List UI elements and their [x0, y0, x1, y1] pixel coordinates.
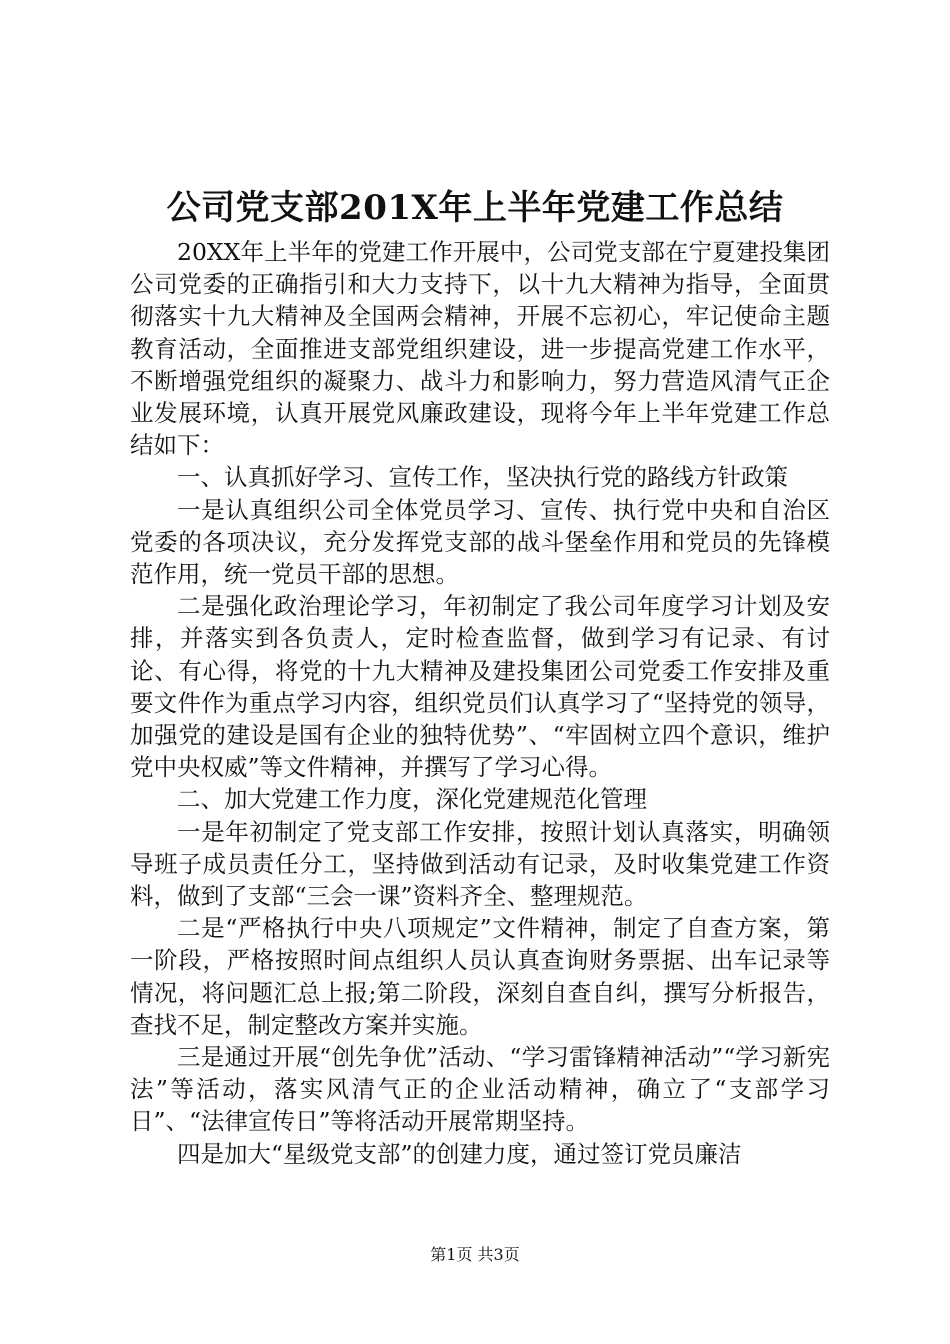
- page-number-footer: 第1页 共3页: [430, 1245, 520, 1264]
- body-paragraph: 一是年初制定了党支部工作安排，按照计划认真落实，明确领导班子成员责任分工，坚持做到活动有记录，及时收集党建工作资料，做到了支部“三会一课”资料齐全、整理规范。: [130, 817, 830, 911]
- body-paragraph: 一是认真组织公司全体党员学习、宣传、执行党中央和自治区党委的各项决议，充分发挥党支部的战斗堡垒作用和党员的先锋模范作用，统一党员干部的思想。: [130, 495, 830, 589]
- document-title: 公司党支部201X年上半年党建工作总结: [166, 188, 784, 228]
- body-paragraph: 二是“严格执行中央八项规定”文件精神，制定了自查方案，第一阶段，严格按照时间点组织人员认真查询财务票据、出车记录等情况，将问题汇总上报;第二阶段，深刻自查自纠，撰写分析报告，查找不足，制定整改方案并实施。: [130, 914, 830, 1039]
- body-paragraph: 三是通过开展“创先争优”活动、“学习雷锋精神活动”“学习新宪法”等活动，落实风清气正的企业活动精神，确立了“支部学习日”、“法律宣传日”等将活动开展常期坚持。: [130, 1043, 830, 1136]
- intro-paragraph: 20XX年上半年的党建工作开展中，公司党支部在宁夏建投集团公司党委的正确指引和大力支持下，以十九大精神为指导，全面贯彻落实十九大精神及全国两会精神，开展不忘初心，牢记使命主题教育活动，全面推进支部党组织建设，进一步提高党建工作水平，不断增强党组织的凝聚力、战斗力和影响力，努力营造风清气正企业发展环境，认真开展党风廉政建设，现将今年上半年党建工作总结如下：: [130, 238, 830, 460]
- body-paragraph: 四是加大“星级党支部”的创建力度，通过签订党员廉洁: [177, 1139, 742, 1168]
- section-heading-1: 一、认真抓好学习、宣传工作，坚决执行党的路线方针政策: [177, 463, 788, 492]
- document-body: [130, 236, 830, 1170]
- section-heading-2: 二、加大党建工作力度，深化党建规范化管理: [177, 785, 647, 814]
- body-paragraph: 二是强化政治理论学习，年初制定了我公司年度学习计划及安排，并落实到各负责人，定时检查监督，做到学习有记录、有讨论、有心得，将党的十九大精神及建投集团公司党委工作安排及重要文件作为重点学习内容，组织党员们认真学习了“坚持党的领导，加强党的建设是国有企业的独特优势”、“牢固树立四个意识，维护党中央权威”等文件精神，并撰写了学习心得。: [130, 592, 830, 782]
